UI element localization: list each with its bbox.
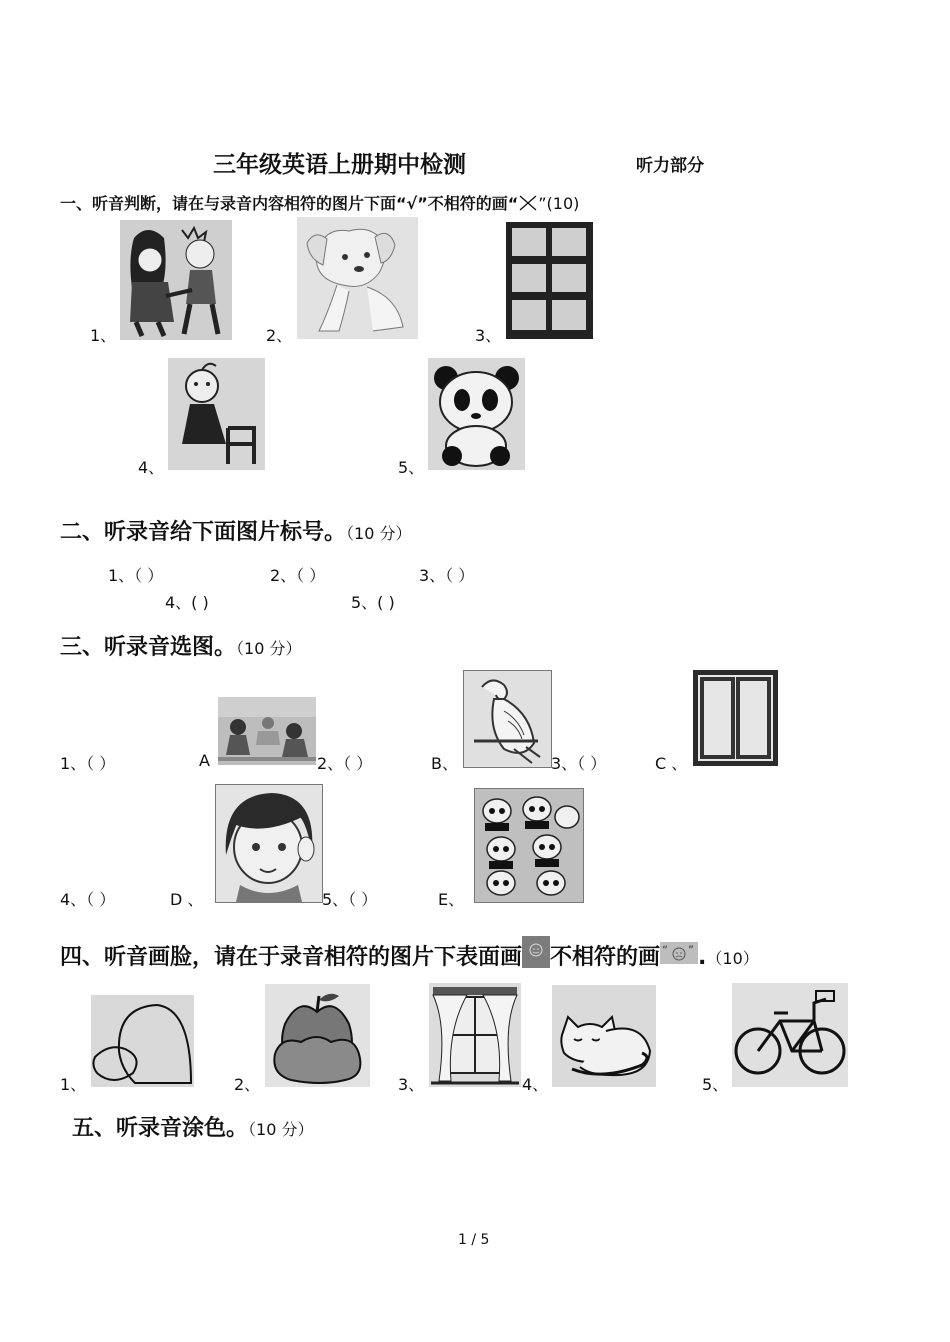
- section-1-heading-text: 一、听音判断，请在与录音内容相符的图片下面“√”不相符的画“: [60, 194, 519, 213]
- sleeping-cat-picture: [552, 985, 656, 1087]
- curtain-window-picture: [429, 983, 521, 1087]
- section-1-heading: [60, 191, 579, 214]
- section-4-heading-end: .: [698, 945, 707, 970]
- page-number: 1 / 5: [458, 1232, 490, 1248]
- section-4-label-4: 4、: [522, 1075, 549, 1094]
- section-1-label-1: 1、: [90, 326, 117, 345]
- section-3-option-d: D 、: [170, 890, 204, 909]
- section-3-answer-5: 5、（ ）: [322, 890, 378, 909]
- section-2-item-1: 1、（ ）: [108, 566, 164, 585]
- page-title: 三年级英语上册期中检测: [213, 152, 466, 178]
- section-1-heading-score: ”(10): [538, 194, 580, 213]
- section-1-label-3: 3、: [475, 326, 502, 345]
- section-3-option-b: B、: [431, 754, 458, 773]
- page-subtitle: 听力部分: [636, 156, 704, 176]
- section-5-score: （10 分）: [248, 1120, 314, 1139]
- section-4-label-5: 5、: [702, 1075, 729, 1094]
- section-3-option-e: E、: [438, 890, 465, 909]
- cap-picture: [91, 995, 194, 1087]
- section-4-heading-text: 四、听音画脸，请在于录音相符的图片下表面画: [60, 945, 523, 970]
- section-5-heading: [72, 1111, 313, 1142]
- svg-text:”: ”: [688, 945, 694, 955]
- pandas-group-picture: [474, 788, 584, 903]
- bicycle-picture: [732, 983, 848, 1087]
- smile-face-icon: [522, 936, 550, 968]
- section-3-heading-text: 三、听录音选图。: [60, 635, 237, 660]
- window-picture: [506, 222, 593, 339]
- section-4-label-3: 3、: [398, 1075, 425, 1094]
- section-2-score: （10 分）: [346, 524, 412, 543]
- window-frame-picture: [693, 670, 778, 766]
- section-1-label-5: 5、: [398, 458, 425, 477]
- parrot-picture: [463, 670, 552, 768]
- section-1-label-4: 4、: [138, 458, 165, 477]
- section-3-option-c: C 、: [655, 754, 688, 773]
- section-3-answer-4: 4、（ ）: [60, 890, 116, 909]
- section-2-item-4: 4、( ): [165, 593, 209, 612]
- section-4-heading: [60, 936, 759, 971]
- section-4-label-2: 2、: [234, 1075, 261, 1094]
- section-3-heading: [60, 630, 301, 661]
- section-2-item-2: 2、（ ）: [270, 566, 326, 585]
- section-5-heading-text: 五、听录音涂色。: [72, 1116, 249, 1141]
- svg-text:“: “: [662, 945, 668, 955]
- section-3-answer-1: 1、（ ）: [60, 754, 116, 773]
- section-2-item-5: 5、( ): [351, 593, 395, 612]
- girl-face-picture: [215, 784, 323, 903]
- section-4-heading-middle: 不相符的画: [550, 945, 661, 970]
- apple-picture: [265, 984, 370, 1087]
- section-1-label-2: 2、: [266, 326, 293, 345]
- section-3-answer-2: 2、（ ）: [317, 754, 373, 773]
- section-4-score: （10）: [706, 949, 759, 968]
- children-playing-picture: [218, 697, 316, 765]
- children-greeting-picture: [120, 220, 232, 340]
- boy-chair-picture: [168, 358, 265, 470]
- sad-face-icon: [660, 942, 698, 964]
- panda-picture: [428, 358, 525, 470]
- section-2-heading: [60, 515, 411, 546]
- section-3-option-a: A: [199, 751, 210, 770]
- section-2-heading-text: 二、听录音给下面图片标号。: [60, 520, 347, 545]
- section-3-score: （10 分）: [236, 639, 302, 658]
- section-3-answer-3: 3、（ ）: [551, 754, 607, 773]
- section-4-label-1: 1、: [60, 1075, 87, 1094]
- dog-picture: [297, 217, 418, 339]
- section-2-item-3: 3、（ ）: [419, 566, 475, 585]
- cross-icon: [518, 195, 538, 211]
